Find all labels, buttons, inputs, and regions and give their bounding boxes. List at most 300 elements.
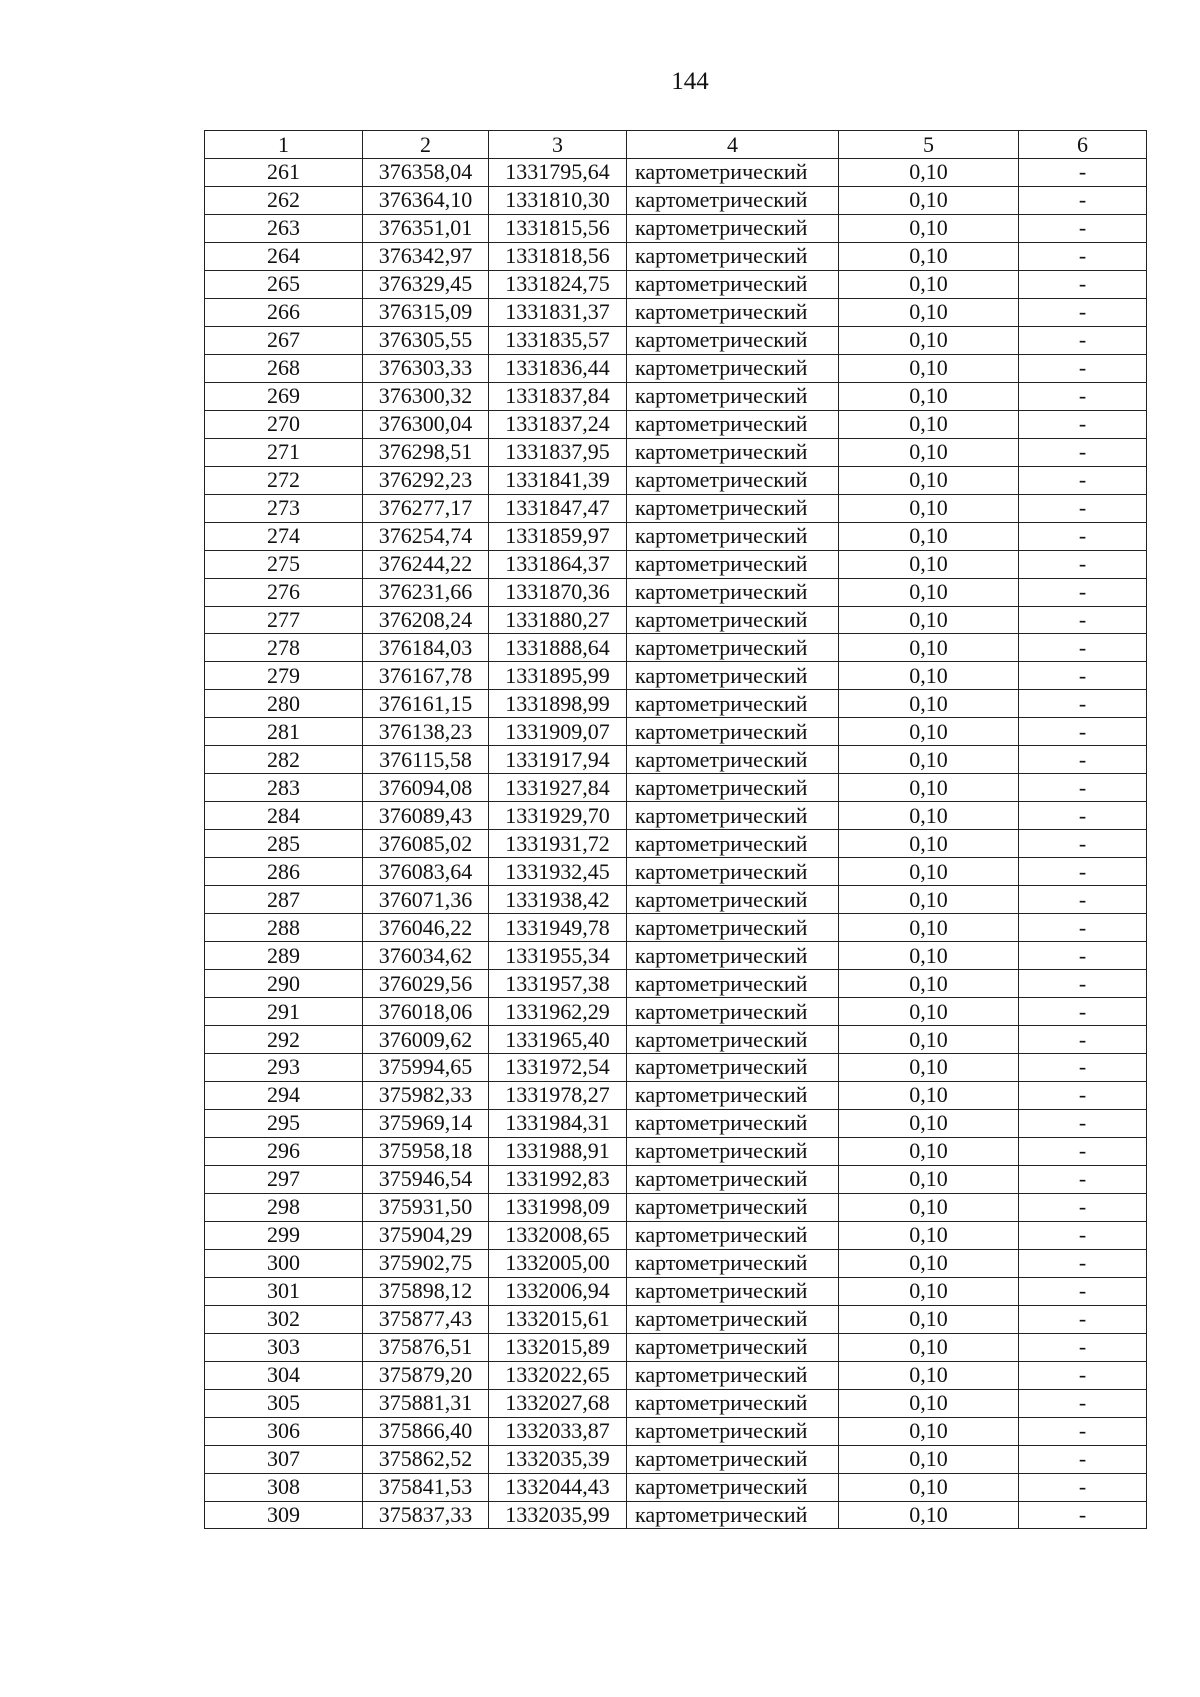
- note-cell: -: [1019, 998, 1147, 1026]
- accuracy-cell: 0,10: [839, 242, 1019, 270]
- x-coordinate-cell: 375931,50: [363, 1193, 489, 1221]
- point-number-cell: 281: [205, 718, 363, 746]
- accuracy-cell: 0,10: [839, 690, 1019, 718]
- table-row: [205, 1165, 1147, 1193]
- y-coordinate-cell: 1331815,56: [489, 214, 627, 242]
- accuracy-cell: 0,10: [839, 1445, 1019, 1473]
- x-coordinate-cell: 375958,18: [363, 1137, 489, 1165]
- x-coordinate-cell: 376071,36: [363, 886, 489, 914]
- table-row: [205, 494, 1147, 522]
- note-cell: -: [1019, 1193, 1147, 1221]
- accuracy-cell: 0,10: [839, 1054, 1019, 1082]
- x-coordinate-cell: 376009,62: [363, 1026, 489, 1054]
- note-cell: -: [1019, 970, 1147, 998]
- accuracy-cell: 0,10: [839, 1193, 1019, 1221]
- point-number-cell: 268: [205, 354, 363, 382]
- x-coordinate-cell: 375862,52: [363, 1445, 489, 1473]
- point-number-cell: 307: [205, 1445, 363, 1473]
- y-coordinate-cell: 1331895,99: [489, 662, 627, 690]
- note-cell: -: [1019, 1277, 1147, 1305]
- note-cell: -: [1019, 1165, 1147, 1193]
- note-cell: -: [1019, 942, 1147, 970]
- x-coordinate-cell: 376167,78: [363, 662, 489, 690]
- y-coordinate-cell: 1331836,44: [489, 354, 627, 382]
- method-cell: картометрический: [627, 774, 839, 802]
- y-coordinate-cell: 1331835,57: [489, 326, 627, 354]
- accuracy-cell: 0,10: [839, 746, 1019, 774]
- y-coordinate-cell: 1332015,89: [489, 1333, 627, 1361]
- x-coordinate-cell: 376208,24: [363, 606, 489, 634]
- table-row: [205, 522, 1147, 550]
- table-row: [205, 662, 1147, 690]
- x-coordinate-cell: 375837,33: [363, 1501, 489, 1529]
- method-cell: картометрический: [627, 690, 839, 718]
- point-number-cell: 278: [205, 634, 363, 662]
- y-coordinate-cell: 1331931,72: [489, 830, 627, 858]
- note-cell: -: [1019, 298, 1147, 326]
- x-coordinate-cell: 376029,56: [363, 970, 489, 998]
- x-coordinate-cell: 375904,29: [363, 1221, 489, 1249]
- point-number-cell: 291: [205, 998, 363, 1026]
- note-cell: -: [1019, 858, 1147, 886]
- table-row: [205, 466, 1147, 494]
- note-cell: -: [1019, 606, 1147, 634]
- table-row: [205, 1277, 1147, 1305]
- x-coordinate-cell: 376034,62: [363, 942, 489, 970]
- method-cell: картометрический: [627, 550, 839, 578]
- point-number-cell: 294: [205, 1081, 363, 1109]
- coordinates-table: [204, 130, 1147, 1529]
- y-coordinate-cell: 1331898,99: [489, 690, 627, 718]
- table-row: [205, 1026, 1147, 1054]
- table-row: [205, 1137, 1147, 1165]
- x-coordinate-cell: 375898,12: [363, 1277, 489, 1305]
- table-row: [205, 1109, 1147, 1137]
- note-cell: -: [1019, 802, 1147, 830]
- accuracy-cell: 0,10: [839, 998, 1019, 1026]
- table-row: [205, 970, 1147, 998]
- y-coordinate-cell: 1331888,64: [489, 634, 627, 662]
- table-row: [205, 942, 1147, 970]
- note-cell: -: [1019, 1417, 1147, 1445]
- note-cell: -: [1019, 634, 1147, 662]
- accuracy-cell: 0,10: [839, 1109, 1019, 1137]
- column-header: 1: [205, 131, 363, 159]
- method-cell: картометрический: [627, 718, 839, 746]
- y-coordinate-cell: 1332027,68: [489, 1389, 627, 1417]
- accuracy-cell: 0,10: [839, 438, 1019, 466]
- accuracy-cell: 0,10: [839, 1221, 1019, 1249]
- table-row: [205, 634, 1147, 662]
- point-number-cell: 286: [205, 858, 363, 886]
- point-number-cell: 275: [205, 550, 363, 578]
- y-coordinate-cell: 1331824,75: [489, 270, 627, 298]
- point-number-cell: 263: [205, 214, 363, 242]
- note-cell: -: [1019, 326, 1147, 354]
- x-coordinate-cell: 376161,15: [363, 690, 489, 718]
- accuracy-cell: 0,10: [839, 942, 1019, 970]
- method-cell: картометрический: [627, 914, 839, 942]
- note-cell: -: [1019, 746, 1147, 774]
- table-row: [205, 690, 1147, 718]
- point-number-cell: 285: [205, 830, 363, 858]
- x-coordinate-cell: 376300,32: [363, 382, 489, 410]
- method-cell: картометрический: [627, 998, 839, 1026]
- table-row: [205, 1305, 1147, 1333]
- y-coordinate-cell: 1331837,24: [489, 410, 627, 438]
- y-coordinate-cell: 1332035,39: [489, 1445, 627, 1473]
- method-cell: картометрический: [627, 1249, 839, 1277]
- table-row: [205, 438, 1147, 466]
- table-row: [205, 1193, 1147, 1221]
- accuracy-cell: 0,10: [839, 802, 1019, 830]
- note-cell: -: [1019, 1389, 1147, 1417]
- note-cell: -: [1019, 914, 1147, 942]
- x-coordinate-cell: 376138,23: [363, 718, 489, 746]
- note-cell: -: [1019, 354, 1147, 382]
- point-number-cell: 288: [205, 914, 363, 942]
- y-coordinate-cell: 1331864,37: [489, 550, 627, 578]
- table-row: [205, 550, 1147, 578]
- x-coordinate-cell: 376303,33: [363, 354, 489, 382]
- accuracy-cell: 0,10: [839, 326, 1019, 354]
- x-coordinate-cell: 376046,22: [363, 914, 489, 942]
- point-number-cell: 309: [205, 1501, 363, 1529]
- point-number-cell: 270: [205, 410, 363, 438]
- accuracy-cell: 0,10: [839, 1026, 1019, 1054]
- table-row: [205, 326, 1147, 354]
- point-number-cell: 277: [205, 606, 363, 634]
- table-row: [205, 1501, 1147, 1529]
- method-cell: картометрический: [627, 354, 839, 382]
- x-coordinate-cell: 376292,23: [363, 466, 489, 494]
- page-number: 144: [671, 68, 709, 95]
- point-number-cell: 306: [205, 1417, 363, 1445]
- column-header: 4: [627, 131, 839, 159]
- point-number-cell: 292: [205, 1026, 363, 1054]
- x-coordinate-cell: 376244,22: [363, 550, 489, 578]
- y-coordinate-cell: 1331978,27: [489, 1081, 627, 1109]
- y-coordinate-cell: 1331949,78: [489, 914, 627, 942]
- method-cell: картометрический: [627, 159, 839, 187]
- accuracy-cell: 0,10: [839, 1501, 1019, 1529]
- accuracy-cell: 0,10: [839, 774, 1019, 802]
- table-row: [205, 998, 1147, 1026]
- y-coordinate-cell: 1332006,94: [489, 1277, 627, 1305]
- method-cell: картометрический: [627, 1109, 839, 1137]
- accuracy-cell: 0,10: [839, 1277, 1019, 1305]
- method-cell: картометрический: [627, 1417, 839, 1445]
- x-coordinate-cell: 376083,64: [363, 858, 489, 886]
- x-coordinate-cell: 375902,75: [363, 1249, 489, 1277]
- point-number-cell: 300: [205, 1249, 363, 1277]
- table-row: [205, 1249, 1147, 1277]
- method-cell: картометрический: [627, 830, 839, 858]
- note-cell: -: [1019, 242, 1147, 270]
- y-coordinate-cell: 1331927,84: [489, 774, 627, 802]
- y-coordinate-cell: 1331998,09: [489, 1193, 627, 1221]
- note-cell: -: [1019, 382, 1147, 410]
- x-coordinate-cell: 375969,14: [363, 1109, 489, 1137]
- method-cell: картометрический: [627, 1277, 839, 1305]
- method-cell: картометрический: [627, 214, 839, 242]
- point-number-cell: 305: [205, 1389, 363, 1417]
- point-number-cell: 272: [205, 466, 363, 494]
- method-cell: картометрический: [627, 494, 839, 522]
- note-cell: -: [1019, 830, 1147, 858]
- method-cell: картометрический: [627, 1054, 839, 1082]
- x-coordinate-cell: 376115,58: [363, 746, 489, 774]
- point-number-cell: 304: [205, 1361, 363, 1389]
- accuracy-cell: 0,10: [839, 1417, 1019, 1445]
- point-number-cell: 269: [205, 382, 363, 410]
- x-coordinate-cell: 375866,40: [363, 1417, 489, 1445]
- table-row: [205, 1361, 1147, 1389]
- y-coordinate-cell: 1331938,42: [489, 886, 627, 914]
- note-cell: -: [1019, 1361, 1147, 1389]
- table-row: [205, 578, 1147, 606]
- point-number-cell: 303: [205, 1333, 363, 1361]
- y-coordinate-cell: 1331984,31: [489, 1109, 627, 1137]
- x-coordinate-cell: 376315,09: [363, 298, 489, 326]
- table-row: [205, 858, 1147, 886]
- y-coordinate-cell: 1331965,40: [489, 1026, 627, 1054]
- y-coordinate-cell: 1332035,99: [489, 1501, 627, 1529]
- method-cell: картометрический: [627, 1361, 839, 1389]
- x-coordinate-cell: 375994,65: [363, 1054, 489, 1082]
- x-coordinate-cell: 375841,53: [363, 1473, 489, 1501]
- method-cell: картометрический: [627, 802, 839, 830]
- accuracy-cell: 0,10: [839, 606, 1019, 634]
- note-cell: -: [1019, 662, 1147, 690]
- accuracy-cell: 0,10: [839, 830, 1019, 858]
- x-coordinate-cell: 376184,03: [363, 634, 489, 662]
- table-row: [205, 214, 1147, 242]
- method-cell: картометрический: [627, 1305, 839, 1333]
- method-cell: картометрический: [627, 1026, 839, 1054]
- table-row: [205, 298, 1147, 326]
- x-coordinate-cell: 376094,08: [363, 774, 489, 802]
- note-cell: -: [1019, 690, 1147, 718]
- accuracy-cell: 0,10: [839, 298, 1019, 326]
- method-cell: картометрический: [627, 466, 839, 494]
- y-coordinate-cell: 1332044,43: [489, 1473, 627, 1501]
- y-coordinate-cell: 1331988,91: [489, 1137, 627, 1165]
- x-coordinate-cell: 376351,01: [363, 214, 489, 242]
- y-coordinate-cell: 1332008,65: [489, 1221, 627, 1249]
- accuracy-cell: 0,10: [839, 1081, 1019, 1109]
- x-coordinate-cell: 375946,54: [363, 1165, 489, 1193]
- point-number-cell: 290: [205, 970, 363, 998]
- accuracy-cell: 0,10: [839, 159, 1019, 187]
- y-coordinate-cell: 1331972,54: [489, 1054, 627, 1082]
- note-cell: -: [1019, 438, 1147, 466]
- note-cell: -: [1019, 1333, 1147, 1361]
- note-cell: -: [1019, 1221, 1147, 1249]
- point-number-cell: 301: [205, 1277, 363, 1305]
- table-row: [205, 1389, 1147, 1417]
- y-coordinate-cell: 1331929,70: [489, 802, 627, 830]
- table-row: [205, 1081, 1147, 1109]
- y-coordinate-cell: 1331841,39: [489, 466, 627, 494]
- y-coordinate-cell: 1331909,07: [489, 718, 627, 746]
- accuracy-cell: 0,10: [839, 858, 1019, 886]
- x-coordinate-cell: 376298,51: [363, 438, 489, 466]
- y-coordinate-cell: 1331957,38: [489, 970, 627, 998]
- method-cell: картометрический: [627, 662, 839, 690]
- column-header: 3: [489, 131, 627, 159]
- y-coordinate-cell: 1331880,27: [489, 606, 627, 634]
- accuracy-cell: 0,10: [839, 1473, 1019, 1501]
- x-coordinate-cell: 376329,45: [363, 270, 489, 298]
- point-number-cell: 267: [205, 326, 363, 354]
- y-coordinate-cell: 1331837,84: [489, 382, 627, 410]
- y-coordinate-cell: 1331847,47: [489, 494, 627, 522]
- y-coordinate-cell: 1331870,36: [489, 578, 627, 606]
- accuracy-cell: 0,10: [839, 410, 1019, 438]
- y-coordinate-cell: 1332005,00: [489, 1249, 627, 1277]
- note-cell: -: [1019, 466, 1147, 494]
- method-cell: картометрический: [627, 382, 839, 410]
- table-row: [205, 802, 1147, 830]
- x-coordinate-cell: 376089,43: [363, 802, 489, 830]
- column-header: 6: [1019, 131, 1147, 159]
- point-number-cell: 273: [205, 494, 363, 522]
- table-row: [205, 159, 1147, 187]
- method-cell: картометрический: [627, 186, 839, 214]
- point-number-cell: 279: [205, 662, 363, 690]
- note-cell: -: [1019, 1026, 1147, 1054]
- x-coordinate-cell: 376300,04: [363, 410, 489, 438]
- note-cell: -: [1019, 886, 1147, 914]
- point-number-cell: 287: [205, 886, 363, 914]
- accuracy-cell: 0,10: [839, 1249, 1019, 1277]
- note-cell: -: [1019, 214, 1147, 242]
- table-header-row: [205, 131, 1147, 159]
- x-coordinate-cell: 376231,66: [363, 578, 489, 606]
- point-number-cell: 261: [205, 159, 363, 187]
- method-cell: картометрический: [627, 242, 839, 270]
- point-number-cell: 271: [205, 438, 363, 466]
- y-coordinate-cell: 1331992,83: [489, 1165, 627, 1193]
- accuracy-cell: 0,10: [839, 634, 1019, 662]
- method-cell: картометрический: [627, 1081, 839, 1109]
- point-number-cell: 295: [205, 1109, 363, 1137]
- accuracy-cell: 0,10: [839, 718, 1019, 746]
- point-number-cell: 276: [205, 578, 363, 606]
- point-number-cell: 282: [205, 746, 363, 774]
- y-coordinate-cell: 1332022,65: [489, 1361, 627, 1389]
- method-cell: картометрический: [627, 1137, 839, 1165]
- y-coordinate-cell: 1332033,87: [489, 1417, 627, 1445]
- column-header: 2: [363, 131, 489, 159]
- y-coordinate-cell: 1331837,95: [489, 438, 627, 466]
- method-cell: картометрический: [627, 326, 839, 354]
- accuracy-cell: 0,10: [839, 1333, 1019, 1361]
- table-row: [205, 1333, 1147, 1361]
- point-number-cell: 298: [205, 1193, 363, 1221]
- accuracy-cell: 0,10: [839, 886, 1019, 914]
- x-coordinate-cell: 376018,06: [363, 998, 489, 1026]
- note-cell: -: [1019, 1305, 1147, 1333]
- x-coordinate-cell: 376085,02: [363, 830, 489, 858]
- accuracy-cell: 0,10: [839, 1137, 1019, 1165]
- note-cell: -: [1019, 522, 1147, 550]
- table-row: [205, 718, 1147, 746]
- note-cell: -: [1019, 774, 1147, 802]
- column-header: 5: [839, 131, 1019, 159]
- point-number-cell: 297: [205, 1165, 363, 1193]
- y-coordinate-cell: 1331955,34: [489, 942, 627, 970]
- method-cell: картометрический: [627, 1445, 839, 1473]
- accuracy-cell: 0,10: [839, 1361, 1019, 1389]
- table-row: [205, 886, 1147, 914]
- table-row: [205, 1221, 1147, 1249]
- y-coordinate-cell: 1332015,61: [489, 1305, 627, 1333]
- note-cell: -: [1019, 1081, 1147, 1109]
- accuracy-cell: 0,10: [839, 214, 1019, 242]
- accuracy-cell: 0,10: [839, 662, 1019, 690]
- method-cell: картометрический: [627, 606, 839, 634]
- y-coordinate-cell: 1331917,94: [489, 746, 627, 774]
- accuracy-cell: 0,10: [839, 914, 1019, 942]
- y-coordinate-cell: 1331859,97: [489, 522, 627, 550]
- accuracy-cell: 0,10: [839, 1305, 1019, 1333]
- method-cell: картометрический: [627, 970, 839, 998]
- table-row: [205, 270, 1147, 298]
- accuracy-cell: 0,10: [839, 550, 1019, 578]
- accuracy-cell: 0,10: [839, 1165, 1019, 1193]
- x-coordinate-cell: 375881,31: [363, 1389, 489, 1417]
- table-row: [205, 242, 1147, 270]
- x-coordinate-cell: 375877,43: [363, 1305, 489, 1333]
- table-row: [205, 746, 1147, 774]
- table-row: [205, 354, 1147, 382]
- method-cell: картометрический: [627, 1473, 839, 1501]
- y-coordinate-cell: 1331962,29: [489, 998, 627, 1026]
- method-cell: картометрический: [627, 634, 839, 662]
- point-number-cell: 274: [205, 522, 363, 550]
- accuracy-cell: 0,10: [839, 494, 1019, 522]
- x-coordinate-cell: 376277,17: [363, 494, 489, 522]
- y-coordinate-cell: 1331818,56: [489, 242, 627, 270]
- note-cell: -: [1019, 1501, 1147, 1529]
- table-row: [205, 382, 1147, 410]
- point-number-cell: 299: [205, 1221, 363, 1249]
- method-cell: картометрический: [627, 858, 839, 886]
- note-cell: -: [1019, 1445, 1147, 1473]
- note-cell: -: [1019, 718, 1147, 746]
- accuracy-cell: 0,10: [839, 578, 1019, 606]
- note-cell: -: [1019, 159, 1147, 187]
- table-row: [205, 830, 1147, 858]
- table-row: [205, 410, 1147, 438]
- table-row: [205, 1445, 1147, 1473]
- method-cell: картометрический: [627, 578, 839, 606]
- note-cell: -: [1019, 1473, 1147, 1501]
- method-cell: картометрический: [627, 886, 839, 914]
- x-coordinate-cell: 376358,04: [363, 159, 489, 187]
- point-number-cell: 266: [205, 298, 363, 326]
- x-coordinate-cell: 376254,74: [363, 522, 489, 550]
- accuracy-cell: 0,10: [839, 466, 1019, 494]
- table-row: [205, 606, 1147, 634]
- x-coordinate-cell: 376305,55: [363, 326, 489, 354]
- table-row: [205, 914, 1147, 942]
- y-coordinate-cell: 1331795,64: [489, 159, 627, 187]
- accuracy-cell: 0,10: [839, 382, 1019, 410]
- accuracy-cell: 0,10: [839, 186, 1019, 214]
